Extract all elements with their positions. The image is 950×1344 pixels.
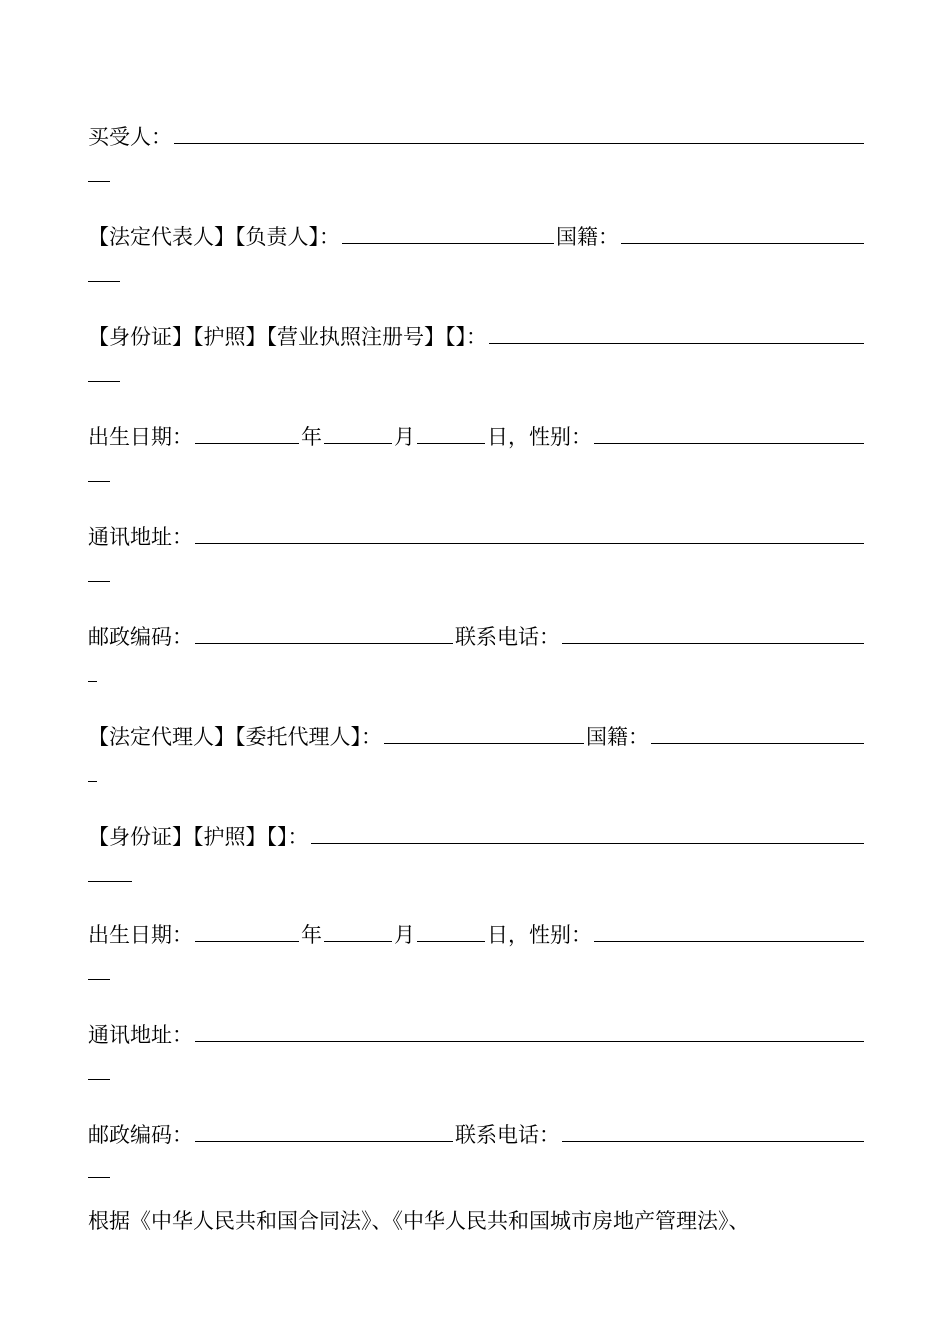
buyer-rep-row [88,216,864,250]
agent-gender-blank[interactable] [594,917,864,942]
buyer-birth-row [88,416,864,450]
agent-gender-label: 日，性别： [487,923,592,947]
agent-contact-row [88,1114,864,1148]
buyer-id-blank-continuation[interactable] [88,381,120,382]
agent-address-blank-continuation[interactable] [88,1079,110,1080]
agent-birth-label: 出生日期： [88,923,193,947]
agent-birth-year-blank[interactable] [195,917,299,942]
agent-id-blank-continuation[interactable] [88,881,132,882]
buyer-birth-month-blank[interactable] [324,419,392,444]
agent-address-row [88,1014,864,1048]
agent-birth-month-blank[interactable] [324,917,392,942]
buyer-name-blank-continuation[interactable] [88,181,110,182]
buyer-address-blank-continuation[interactable] [88,581,110,582]
buyer-nationality-blank-continuation[interactable] [88,281,120,282]
agent-nationality-label: 国籍： [586,725,649,749]
agent-label: 【法定代理人】【委托代理人】： [88,725,382,749]
buyer-phone-blank-continuation[interactable] [88,681,97,682]
agent-nationality-blank-continuation[interactable] [88,781,97,782]
buyer-address-label: 通讯地址： [88,525,193,549]
buyer-postcode-blank[interactable] [195,619,453,644]
buyer-gender-blank-continuation[interactable] [88,481,110,482]
agent-birth-day-blank[interactable] [417,917,485,942]
buyer-address-row [88,516,864,550]
buyer-id-label: 【身份证】【护照】【营业执照注册号】【】： [88,325,487,349]
buyer-id-blank[interactable] [489,319,864,344]
buyer-name-blank[interactable] [174,119,864,144]
agent-row [88,716,864,750]
buyer-rep-label: 【法定代表人】【负责人】： [88,225,340,249]
buyer-birth-day-blank[interactable] [417,419,485,444]
buyer-id-row [88,316,864,350]
agent-phone-label: 联系电话： [455,1123,560,1147]
agent-gender-blank-continuation[interactable] [88,979,110,980]
buyer-birth-label: 出生日期： [88,425,193,449]
agent-id-label: 【身份证】【护照】【】： [88,825,309,849]
agent-birth-month-label: 月 [394,923,415,947]
buyer-nationality-blank[interactable] [621,219,864,244]
buyer-birth-year-blank[interactable] [195,419,299,444]
buyer-phone-blank[interactable] [562,619,864,644]
buyer-postcode-label: 邮政编码： [88,625,193,649]
legal-basis-text: 根据《中华人民共和国合同法》、《中华人民共和国城市房地产管理法》、 [88,1209,750,1233]
buyer-rep-blank[interactable] [342,219,554,244]
agent-id-blank[interactable] [311,819,865,844]
buyer-nationality-label: 国籍： [556,225,619,249]
agent-postcode-label: 邮政编码： [88,1123,193,1147]
buyer-gender-label: 日，性别： [487,425,592,449]
agent-address-blank[interactable] [195,1017,864,1042]
buyer-birth-month-label: 月 [394,425,415,449]
agent-phone-blank-continuation[interactable] [88,1177,110,1178]
agent-name-blank[interactable] [384,719,584,744]
agent-address-label: 通讯地址： [88,1023,193,1047]
agent-birth-year-label: 年 [301,923,322,947]
agent-birth-row [88,914,864,948]
buyer-birth-year-label: 年 [301,425,322,449]
buyer-contact-row [88,616,864,650]
agent-id-row [88,816,864,850]
buyer-label: 买受人： [88,125,172,149]
agent-nationality-blank[interactable] [651,719,864,744]
agent-postcode-blank[interactable] [195,1117,453,1142]
buyer-phone-label: 联系电话： [455,625,560,649]
buyer-address-blank[interactable] [195,519,864,544]
agent-phone-blank[interactable] [562,1117,864,1142]
buyer-row [88,116,864,150]
buyer-gender-blank[interactable] [594,419,864,444]
